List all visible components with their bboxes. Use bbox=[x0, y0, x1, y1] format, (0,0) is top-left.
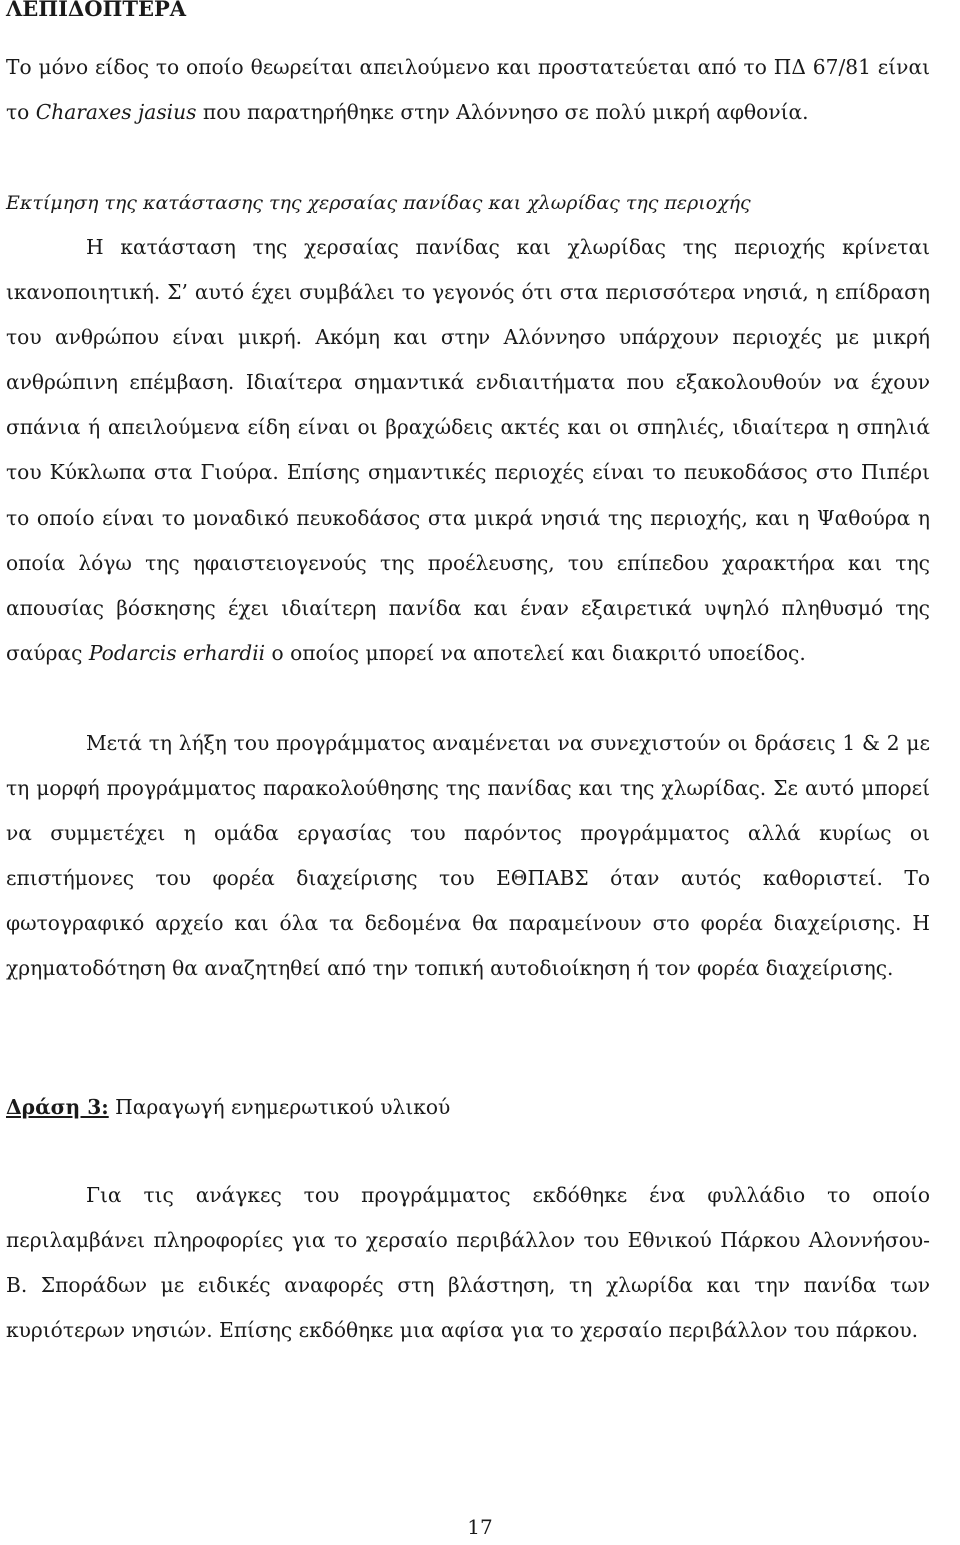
action-title: Παραγωγή ενημερωτικού υλικού bbox=[108, 1095, 451, 1119]
paragraph-text: Το μόνο είδος το οποίο θεωρείται απειλούμενο και προστατεύεται από το ΠΔ 67/81 είναι το bbox=[6, 55, 930, 125]
paragraph-monitoring: Μετά τη λήξη του προγράμματος αναμένεται να συνεχιστούν οι δράσεις 1 & 2 με τη μορφή προγράμματος παρακολούθησης της πανίδας και της χλωρίδας. Σε αυτό μπορεί να συμμετέχει η ομάδα εργασίας του παρόντος προγράμματος αλλά κυρίως οι επιστήμονες του φορέα διαχείρισης του ΕΘΠΑΒΣ όταν αυτός καθοριστεί. Το φωτογραφικό αρχείο και όλα τα δεδομένα θα παραμείνουν στο φορέα διαχείρισης. Η χρηματοδότηση θα αναζητηθεί από την τοπική αυτοδιοίκηση ή τον φορέα διαχείρισης. bbox=[6, 731, 930, 981]
paragraph-charaxes bbox=[6, 45, 930, 135]
action-heading bbox=[6, 1087, 450, 1127]
paragraph-assessment bbox=[6, 225, 930, 676]
paragraph-leaflet: Για τις ανάγκες του προγράμματος εκδόθηκε ένα φυλλάδιο το οποίο περιλαμβάνει πληροφορίες για το χερσαίο περιβάλλον του Εθνικού Πάρκου Αλοννήσου-Β. Σποράδων με ειδικές αναφορές στη βλάστηση, τη χλωρίδα και την πανίδα των κυριότερων νησιών. Επίσης εκδόθηκε μια αφίσα για το χερσαίο περιβάλλον του πάρκου. bbox=[6, 1183, 930, 1343]
paragraph-text: Η κατάσταση της χερσαίας πανίδας και χλωρίδας της περιοχής κρίνεται ικανοποιητική. Σ’ αυτό έχει συμβάλει το γεγονός ότι στα περισσότερα νησιά, η επίδραση του ανθρώπου είναι μικρή. Ακόμη και στην Αλόννησο υπάρχουν περιοχές με μικρή ανθρώπινη επέμβαση. Ιδιαίτερα σημαντικά ενδιαιτήματα που εξακολουθούν να έχουν σπάνια ή απειλούμενα είδη είναι οι βραχώδεις ακτές και οι σπηλιές, ιδιαίτερα η σπηλιά του Κύκλωπα στα Γιούρα. Επίσης σημαντικές περιοχές είναι το πευκοδάσος στο Πιπέρι το οποίο είναι το μοναδικό πευκοδάσος στα μικρά νησιά της περιοχής, και η Ψαθούρα η οποία λόγω της ηφαιστειογενούς της προέλευσης, του επίπεδου χαρακτήρα και της απουσίας βόσκησης έχει ιδιαίτερη πανίδα και έναν εξαιρετικά υψηλό πληθυσμό της σαύρας bbox=[6, 235, 930, 665]
paragraph-text: που παρατηρήθηκε στην Αλόννησο σε πολύ μικρή αφθονία. bbox=[196, 100, 809, 125]
paragraph-text: ο οποίος μπορεί να αποτελεί και διακριτό υποείδος. bbox=[265, 640, 806, 665]
species-name: Charaxes jasius bbox=[35, 100, 197, 125]
page-number: 17 bbox=[467, 1515, 493, 1539]
species-name: Podarcis erhardii bbox=[88, 640, 266, 665]
section-heading: ΛΕΠΙΔΟΠΤΕΡΑ bbox=[6, 0, 187, 21]
action-label: Δράση 3: bbox=[6, 1095, 109, 1119]
subheading: Εκτίμηση της κατάστασης της χερσαίας πανίδας και χλωρίδας της περιοχής bbox=[6, 192, 751, 214]
